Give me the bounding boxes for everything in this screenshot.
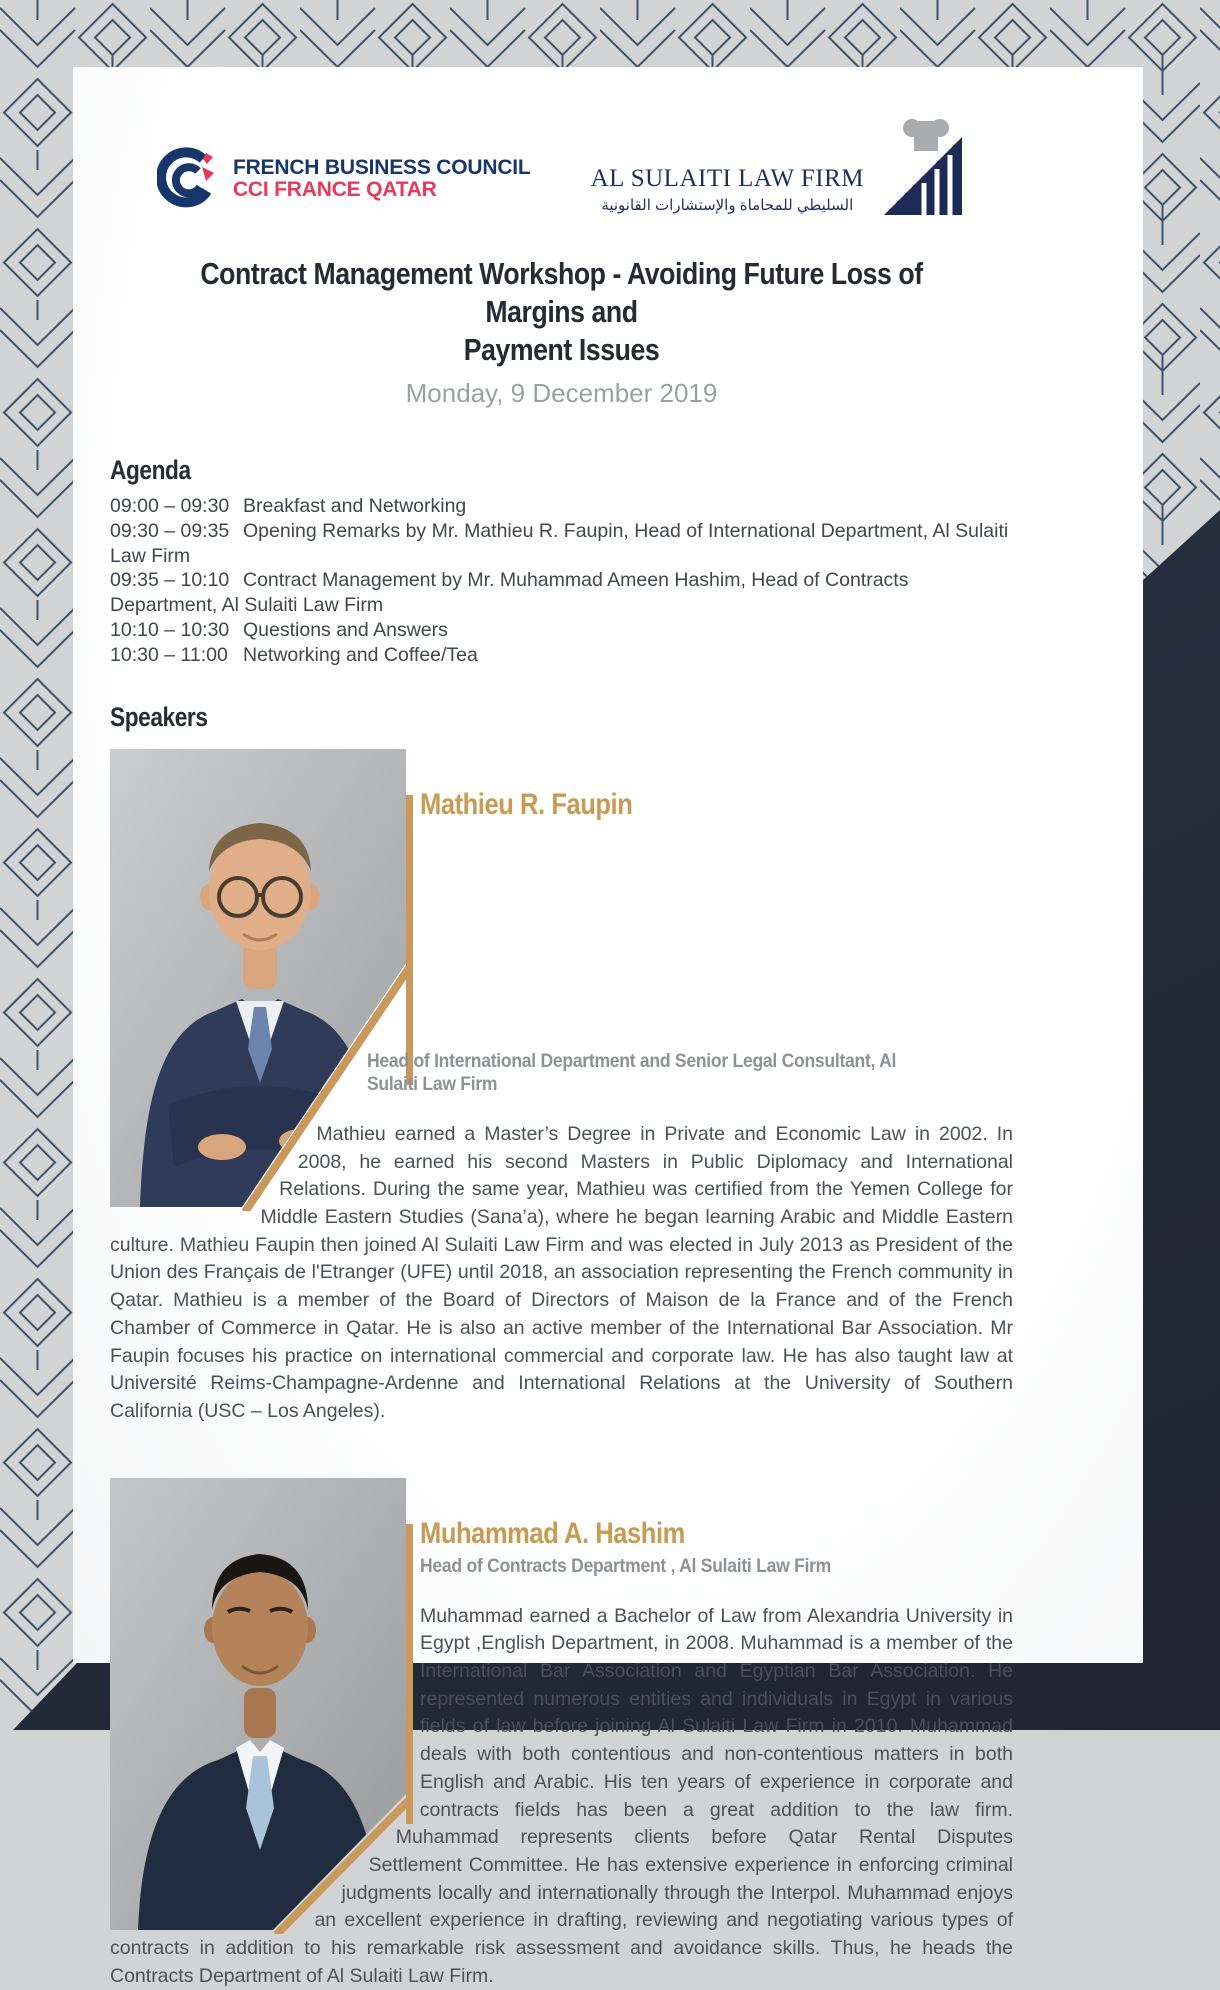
speaker-bio: Mathieu earned a Master’s Degree in Private and Economic Law in 2002. In 2008, he earned his second Masters in Public Diplomacy and International Relations. During the same year, Mathieu was certified from the Yemen College for Middle Eastern Studies (Sana’a), where he began learning Arabic and Middle Eastern culture. Mathieu Faupin then joined Al Sulaiti Law Firm and was elected in July 2013 as President of the Union des Français de l'Etranger (UFE) until 2018, an association representing the French community in Qatar. Mathieu is a member of the Board of Directors of Maison de la France and of the French Chamber of Commerce in Qatar. He is also an active member of the International Bar Association. Mr Faupin focuses his practice on international commercial and corporate law. He has also taught law at Université Reims-Champagne-Ardenne and International Relations at the University of Southern California (USC – Los Angeles). (110, 1122, 1013, 1422)
event-date: Monday, 9 December 2019 (405, 378, 718, 408)
speakers-heading: Speakers (110, 701, 208, 732)
speaker-title: Head of International Department and Senior Legal Consultant, Al Sulaiti Law Firm (367, 1049, 897, 1096)
agenda-item (110, 519, 1013, 569)
column-icon (874, 117, 966, 217)
speaker-name: Muhammad A. Hashim (420, 1516, 685, 1550)
agenda-item (110, 494, 1013, 519)
agenda-item (110, 568, 1013, 618)
sulaiti-logo-name: AL SULAITI LAW FIRM (590, 165, 865, 192)
agenda-item (110, 618, 1013, 643)
speaker-photo (110, 1478, 410, 1934)
logo-row (110, 117, 1013, 221)
cci-logo-icon (157, 147, 221, 211)
speaker-bio: Muhammad earned a Bachelor of Law from Alexandria University in Egypt ,English Department, in 2008. Muhammad is a member of the International Bar Association and Egyptian Bar Association. He represented numerous entities and individuals in Egypt in various fields of law before joining Al Sulaiti Law Firm in 2010. Muhammad deals with both contentious and non-contentious matters in both English and Arabic. His ten years of experience in corporate and contracts fields has been a great addition to the law firm. Muhammad represents clients before Qatar Rental Disputes Settlement Committee. He has extensive experience in enforcing criminal judgments locally and internationally through the Interpol. Muhammad enjoys an excellent experience in drafting, reviewing and negotiating various types of contracts in addition to his remarkable risk assessment and avoidance skills. Thus, he heads the Contracts Department of Al Sulaiti Law Firm. (110, 1604, 1013, 1987)
agenda-time: 10:10 – 10:30 (110, 618, 230, 641)
agenda-time: 09:35 – 10:10 (110, 569, 230, 592)
agenda-heading: Agenda (110, 455, 191, 485)
agenda-time: 09:30 – 09:35 (110, 519, 230, 542)
agenda-item (110, 643, 1013, 668)
title-line2: Payment Issues (463, 332, 660, 367)
agenda-activity: Questions and Answers (243, 618, 448, 641)
gold-accent-bar (406, 795, 413, 1085)
french-business-council-logo (157, 147, 531, 211)
agenda-time: 10:30 – 11:00 (110, 643, 228, 666)
agenda-activity: Networking and Coffee/Tea (243, 643, 478, 666)
al-sulaiti-law-firm-logo (591, 117, 966, 217)
cci-logo-line1: FRENCH BUSINESS COUNCIL (232, 156, 531, 180)
speaker-title: Head of Contracts Department , Al Sulaiti Law Firm (420, 1555, 832, 1578)
sulaiti-logo-arabic: السليطي للمحاماة والإستشارات القانونية (601, 197, 854, 214)
speaker-name: Mathieu R. Faupin (420, 787, 633, 821)
agenda-list (110, 494, 1013, 668)
agenda-section (110, 455, 1013, 668)
speaker-card (110, 749, 1013, 1426)
flyer-page (73, 67, 1143, 1987)
agenda-activity: Contract Management by Mr. Muhammad Ameen Hashim, Head of Contracts Department, Al Sulaiti Law Firm (110, 569, 909, 617)
agenda-activity: Breakfast and Networking (243, 495, 467, 517)
agenda-activity: Opening Remarks by Mr. Mathieu R. Faupin, Head of International Department, Al Sulaiti Law Firm (110, 519, 1009, 567)
gold-accent-bar (406, 1524, 413, 1824)
page-title (110, 255, 1013, 369)
speaker-card (110, 1478, 1013, 1990)
cci-logo-line2: CCI FRANCE QATAR (232, 178, 437, 201)
title-line1: Contract Management Workshop - Avoiding Future Loss of Margins and (200, 256, 923, 329)
agenda-time: 09:00 – 09:30 (110, 495, 230, 517)
